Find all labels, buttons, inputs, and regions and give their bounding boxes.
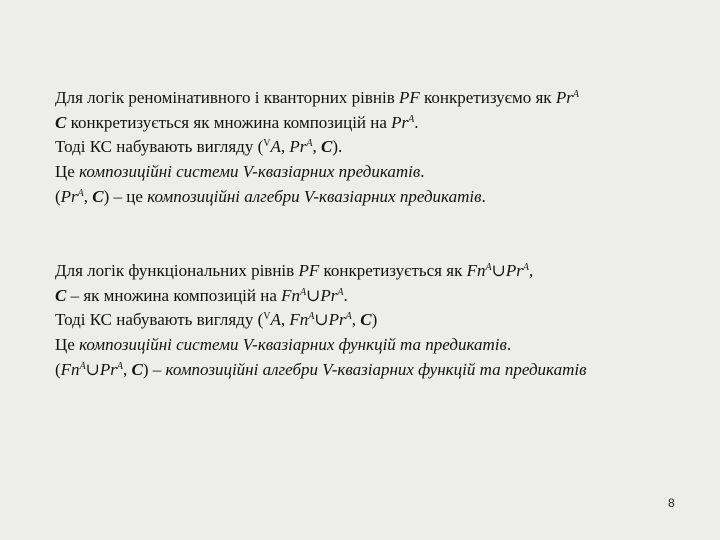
italic-text: -квазіарних функцій та предикатів [331,359,587,379]
text: Це [55,335,80,355]
text: ). [332,137,343,157]
separator: , [123,359,132,379]
pf-symbol: PF [398,88,420,107]
text-line [55,358,700,383]
c-symbol: C [131,359,143,379]
superscript: A [77,187,84,199]
page-number: 8 [668,496,675,510]
text-line [55,111,700,136]
text: . [506,335,512,355]
superscript: A [79,360,86,372]
text-line [55,185,700,210]
v-symbol: V [322,359,332,379]
separator: , [280,137,290,157]
italic-text: -квазіарних предикатів [313,186,482,206]
fn-symbol: Fn [60,359,80,379]
pr-symbol: Pr [99,359,117,379]
text: Для логік реномінативного і кванторних рівнів [55,88,399,107]
pr-symbol: Pr [555,88,573,107]
text-line [55,160,700,185]
superscript: V [263,138,271,150]
text: . [414,112,419,132]
v-symbol: V [242,162,253,182]
separator: , [312,137,321,157]
superscript: A [522,262,529,273]
superscript: A [116,360,124,372]
superscript: A [485,262,492,273]
text: конкретизується як [319,261,467,280]
v-symbol: V [303,186,314,206]
text: , [528,261,534,280]
italic-text: -квазіарних предикатів [252,162,421,182]
separator: , [83,186,93,206]
italic-text: композиційні системи [79,335,243,355]
c-symbol: C [360,310,372,330]
separator: , [351,310,361,330]
fn-symbol: Fn [281,285,301,305]
text-line [55,308,700,333]
v-symbol: V [242,335,253,355]
c-symbol: C [55,285,67,305]
italic-text: композиційні алгебри [165,359,323,379]
union-symbol: ∪ [314,310,329,330]
paragraph-functional [55,259,700,383]
c-symbol: C [320,137,333,157]
text: ) – це [103,186,148,206]
text: – як множина композицій на [66,285,282,305]
italic-text: -квазіарних функцій та предикатів [252,335,507,355]
text-line [55,333,700,358]
paragraph-renominative [55,86,700,210]
text: Тоді КС набувають вигляду ( [55,137,264,157]
a-symbol: A [270,310,281,330]
superscript: A [308,311,315,323]
separator: , [280,310,290,330]
italic-text: композиційні системи [79,162,243,182]
pr-symbol: Pr [320,285,338,305]
superscript: A [345,311,352,323]
superscript: V [263,311,271,323]
superscript: A [408,113,415,125]
pr-symbol: Pr [289,137,307,157]
pf-symbol: PF [298,261,320,280]
text-line [55,284,700,309]
text-line [55,135,700,160]
text: конкретизується як множина композицій на [66,112,392,132]
text: . [481,186,486,206]
union-symbol: ∪ [85,359,100,379]
superscript: A [300,286,307,298]
superscript: A [306,138,313,150]
superscript: A [337,286,344,298]
text: . [343,285,348,305]
text: конкретизуємо як [419,88,556,107]
text-line [55,259,700,284]
c-symbol: C [92,186,104,206]
text: Тоді КС набувають вигляду ( [55,310,264,330]
text: ( [55,359,61,379]
fn-symbol: Fn [466,261,486,280]
c-symbol: C [55,112,67,132]
text: ( [55,186,61,206]
text-line [55,86,700,111]
text: ) – [142,359,166,379]
pr-symbol: Pr [505,261,523,280]
pr-symbol: Pr [391,112,409,132]
text: ) [371,310,378,330]
union-symbol: ∪ [306,285,321,305]
fn-symbol: Fn [289,310,309,330]
text: Для логік функціональних рівнів [55,261,299,280]
text: . [420,162,425,182]
text: Це [55,162,80,182]
pr-symbol: Pr [60,186,78,206]
union-symbol: ∪ [491,261,506,280]
italic-text: композиційні алгебри [147,186,304,206]
a-symbol: A [270,137,281,157]
pr-symbol: Pr [328,310,346,330]
superscript: A [572,89,579,100]
